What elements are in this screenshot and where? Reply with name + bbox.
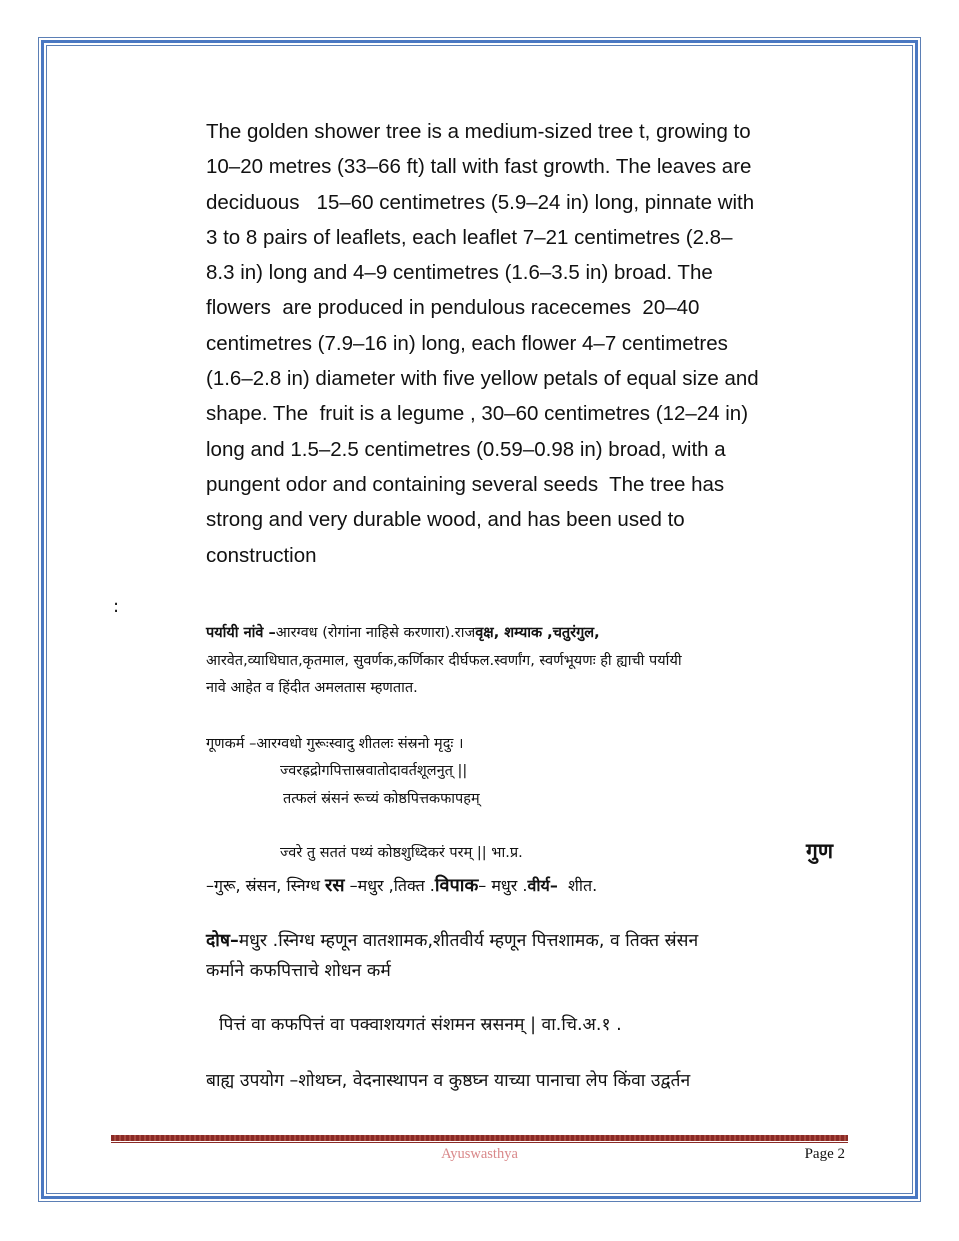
guna-heading: गुण bbox=[806, 839, 834, 863]
footer-divider-thin bbox=[111, 1142, 848, 1143]
synonyms-text: आरग्वध (रोगांना नाहिसे करणारा).राज bbox=[275, 625, 476, 641]
paragraph-line: centimetres (7.9–16 in) long, each flower 4–7 centimetres bbox=[206, 331, 728, 355]
synonyms-bold-text: वृक्ष, शम्याक ,चतुरंगुल, bbox=[475, 625, 600, 641]
synonyms-line-1 bbox=[206, 622, 600, 642]
synonyms-line-3: नावे आहेत व हिंदीत अमलतास म्हणतात. bbox=[206, 680, 418, 696]
rasa-label: रस bbox=[325, 875, 345, 896]
guna-text: –गुरू, स्रंसन, स्निग्ध bbox=[206, 876, 326, 895]
paragraph-line: deciduous 15–60 centimetres (5.9–24 in) long, pinnate with bbox=[206, 190, 755, 214]
gunakarma-line-3: तत्फलं स्रंसनं रूच्यं कोष्ठपित्तकफापहम् bbox=[283, 791, 480, 807]
guna-properties-line bbox=[206, 873, 597, 897]
page-number: Page 2 bbox=[804, 1146, 845, 1162]
paragraph-line: strong and very durable wood, and has been used to bbox=[206, 508, 685, 532]
vipaka-text: – मधुर . bbox=[478, 876, 528, 895]
virya-text: शीत. bbox=[557, 876, 598, 895]
rasa-text: –मधुर ,तिक्त . bbox=[344, 876, 435, 895]
paragraph-line: 3 to 8 pairs of leaflets, each leaflet 7–21 centimetres (2.8– bbox=[206, 225, 733, 249]
footer-divider bbox=[111, 1135, 848, 1141]
gunakarma-line-1 bbox=[206, 733, 463, 753]
dosha-line-2: कर्माने कफपित्ताचे शोधन कर्म bbox=[206, 961, 391, 981]
paragraph-line: The golden shower tree is a medium-sized tree t, growing to bbox=[206, 120, 751, 143]
paragraph-line: construction bbox=[206, 543, 317, 567]
dosha-line-1 bbox=[206, 928, 698, 952]
paragraph-line: pungent odor and containing several seeds The tree has bbox=[206, 472, 725, 496]
paragraph-line: long and 1.5–2.5 centimetres (0.59–0.98 in) broad, with a bbox=[206, 437, 726, 461]
gunakarma-label: गूणकर्म – bbox=[206, 736, 257, 752]
virya-label: वीर्य– bbox=[527, 876, 558, 895]
gunakarma-line-2: ज्वरह्रद्रोगपित्तास्रवातोदावर्तशूलनुत् || bbox=[280, 763, 468, 779]
synonyms-label: पर्यायी नांवे – bbox=[206, 625, 276, 641]
gunakarma-line-4: ज्वरे तु सततं पथ्यं कोष्ठशुध्दिकरं परम् || भा.प्र. bbox=[280, 845, 523, 861]
paragraph-line: (1.6–2.8 in) diameter with five yellow petals of equal size and bbox=[206, 367, 759, 391]
gunakarma-text: आरग्वधो गुरूःस्वादु शीतलः संस्रनो मृदुः । bbox=[256, 736, 464, 752]
paragraph-line: 10–20 metres (33–66 ft) tall with fast growth. The leaves are bbox=[206, 155, 752, 179]
dosha-label: दोष– bbox=[206, 931, 239, 951]
synonyms-line-2: आरवेत,व्याधिघात,कृतमाल, सुवर्णक,कर्णिकार दीर्घफल.स्वर्णांग, स्वर्णभूयणः ही ह्याची पर्यायी bbox=[206, 653, 682, 669]
vipaka-label: विपाक bbox=[434, 875, 479, 896]
english-description-paragraph bbox=[206, 114, 846, 573]
colon-mark: : bbox=[113, 596, 120, 617]
external-use-line: बाह्य उपयोग –शोथघ्न, वेदनास्थापन व कुष्ठघ्न याच्या पानाचा लेप किंवा उद्वर्तन bbox=[206, 1071, 691, 1091]
dosha-text: मधुर .स्निग्ध म्हणून वातशामक,शीतवीर्य म्हणून पित्तशामक, व तिक्त स्रंसन bbox=[238, 931, 699, 951]
paragraph-line: 8.3 in) long and 4–9 centimetres (1.6–3.5 in) broad. The bbox=[206, 261, 713, 285]
footer-site-name: Ayuswasthya bbox=[441, 1146, 518, 1162]
paragraph-line: shape. The fruit is a legume , 30–60 centimetres (12–24 in) bbox=[206, 402, 749, 426]
shloka-line: पित्तं वा कफपित्तं वा पक्वाशयगतं संशमन स्रसनम् | वा.चि.अ.१ . bbox=[219, 1015, 622, 1035]
paragraph-line: flowers are produced in pendulous racecemes 20–40 bbox=[206, 296, 700, 320]
